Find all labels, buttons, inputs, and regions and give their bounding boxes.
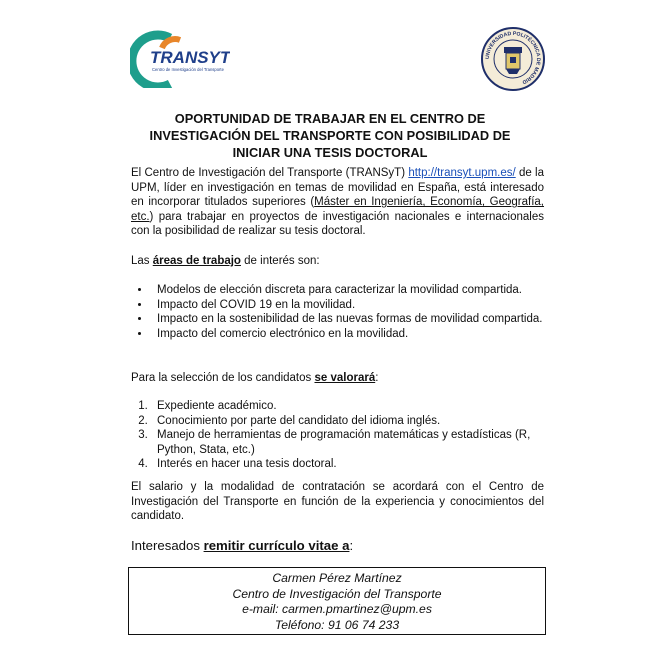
transyt-wordmark: TRANSYT	[150, 48, 230, 67]
title-line: OPORTUNIDAD DE TRABAJAR EN EL CENTRO DE	[174, 111, 486, 126]
upm-seal-text: UNIVERSIDAD POLITÉCNICA DE MADRID	[484, 30, 542, 85]
list-item: 1. Expediente académico.	[151, 399, 564, 414]
title-line: INVESTIGACIÓN DEL TRANSPORTE CON POSIBILIDAD DE	[149, 128, 511, 143]
transyt-website-link[interactable]: http://transyt.upm.es/	[408, 167, 516, 179]
crown-icon	[504, 47, 522, 74]
list-item: 2. Conocimiento por parte del candidato del idioma inglés.	[151, 414, 564, 429]
transyt-tagline: Centro de Investigación del Transporte	[152, 67, 224, 72]
contact-phone: Teléfono: 91 06 74 233	[274, 617, 400, 632]
contact-box	[128, 567, 546, 635]
list-item: 3. Manejo de herramientas de programación matemáticas y estadísticas (R, Python, Stata, etc.)	[151, 428, 564, 457]
criteria-list	[131, 399, 564, 472]
list-item: • Impacto del COVID 19 en la movilidad.	[151, 298, 564, 313]
contact-name: Carmen Pérez Martínez	[272, 571, 402, 585]
degrees-text: Máster en Ingeniería, Economía, Geografía, etc.	[131, 196, 545, 223]
areas-heading: Las áreas de trabajo de interés son:	[131, 255, 320, 267]
intro-paragraph: El Centro de Investigación del Transporte (TRANSyT) http://transyt.upm.es/ de la UPM, líder en investigación en temas de movilidad en España, está interesado en incorporar titulados superiores (Máster en Ingeniería, Economía, Geografía, etc.) para trabajar en proyectos de investigación nacionales e internacionales con la posibilidad de realizar su tesis doctoral.	[131, 167, 545, 238]
title-line: INICIAR UNA TESIS DOCTORAL	[232, 145, 428, 160]
page-title	[120, 110, 540, 161]
list-item: • Modelos de elección discreta para caracterizar la movilidad compartida.	[151, 283, 564, 298]
contact-organization: Centro de Investigación del Transporte	[232, 586, 442, 601]
contact-email[interactable]: e-mail: carmen.pmartinez@upm.es	[242, 602, 432, 616]
areas-list	[131, 283, 564, 341]
list-item: 4. Interés en hacer una tesis doctoral.	[151, 457, 564, 472]
list-item: • Impacto del comercio electrónico en la movilidad.	[151, 327, 564, 342]
list-item: • Impacto en la sostenibilidad de las nuevas formas de movilidad compartida.	[151, 312, 564, 327]
upm-seal	[480, 26, 546, 92]
interest-heading: Interesados remitir currículo vitae a:	[131, 538, 354, 553]
selection-heading: Para la selección de los candidatos se valorará:	[131, 372, 379, 384]
salary-paragraph: El salario y la modalidad de contratación se acordará con el Centro de Investigación del Transporte en función de la experiencia y conocimientos del candidato.	[131, 481, 544, 523]
transyt-logo	[130, 30, 230, 88]
